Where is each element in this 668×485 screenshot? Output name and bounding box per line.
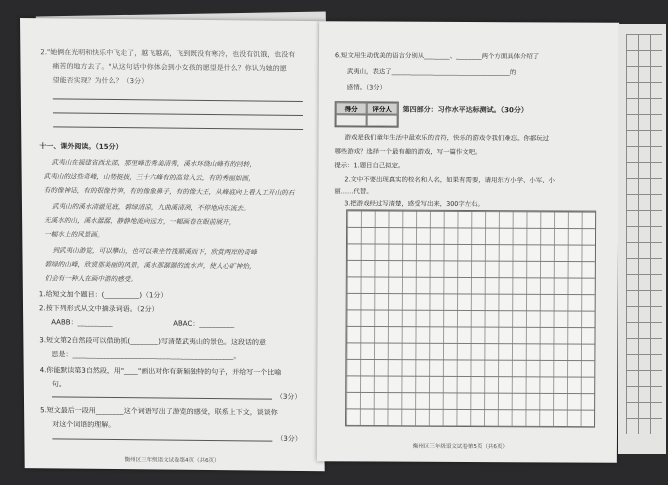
passage-line: 武夷山在福建省西北部，那里峰峦秀美清秀，溪水环绕山峰有的回转，: [51, 158, 256, 169]
next-page-grid: [626, 34, 662, 434]
question-5-score: （3分）: [276, 434, 302, 443]
grader-cell[interactable]: [367, 114, 398, 126]
question-6-line-1: 6.短文用生动优美的语言分别从________、________两个方面具体介绍了: [334, 51, 540, 61]
prompt-line-1: 游戏是我们童年生活中最欢乐的音符，快乐的游戏令我们难忘。你都玩过: [344, 133, 550, 143]
section-title: 十一、课外阅读。（15分）: [39, 142, 123, 152]
question-4-line-2: 句。: [51, 380, 66, 389]
tip-1: 提示：1.题目自己拟定。: [334, 161, 405, 170]
page-footer: 衡州区三年级语文试卷第4页（共6页）: [124, 457, 220, 465]
question-6-line-2: 武夷山，表达了_____________________________________的: [346, 67, 517, 77]
answer-line: [52, 396, 272, 399]
question-5-line-2: 对这个词语的理解。: [52, 420, 116, 430]
score-cell[interactable]: [336, 114, 367, 126]
passage-line: 武夷山的这些奇峰，山势挺拔，三十六峰有的高耸入云，有的秀丽如画，: [43, 172, 255, 183]
exam-page-5: [317, 21, 619, 463]
question-4-line-1: 4.你能默读第3自然段，用"____"画出对你有新颖独特的句子，并给写一个比喻: [39, 366, 282, 377]
answer-line: [53, 112, 303, 116]
prompt-line-2: 哪些游戏？选择一个最有趣的游戏，写一篇作文吧。: [334, 147, 482, 157]
passage-line: 武夷山的溪水清澈见底，碧绿清凉，九曲溪清冽，不停地向东流去。: [51, 202, 250, 213]
abac-blank: ABAC：__________: [173, 319, 235, 329]
tip-2-line-2: 丽……代替。: [334, 187, 373, 196]
answer-line: [53, 98, 303, 102]
answer-line: [52, 438, 272, 441]
question-5-line-1: 5.短文最后一段用________这个词语写出了游览的感受，联系上下文，谈谈你: [40, 406, 278, 417]
passage-line: 无溪水的山，溪水潺潺，静静地流向远方，一幅画卷在眼前展开，: [44, 216, 236, 227]
passage-line: 到武夷山游览，可以攀山，也可以乘坐竹筏顺溪而下，欣赏两岸的奇峰: [52, 246, 257, 257]
grader-header: 评分人: [367, 102, 398, 114]
passage-line: 们会有一种人在画中游的感受。: [44, 274, 138, 284]
question-3-line-1: 3.短文第2自然段可以借助抓(________)写清楚武夷山的景色。这段话的意: [39, 336, 266, 347]
passage-line: 有的像神话，有的很像竹笋，有的像象鼻子，有的像大王，从峰底向上看人工开山的石: [43, 186, 295, 197]
q2-line-1: 2."她俩在光明和快乐中飞走了，越飞越高，飞到既没有寒冷，也没有饥饿，也没有: [40, 48, 296, 59]
score-box: [335, 101, 399, 127]
question-2: 2.按下列形式从文中摘录词语。（2分）: [38, 304, 159, 314]
q2-line-2: 痛苦的地方去了。"从这句话中你体会到小女孩的愿望是什么？你认为她的愿: [52, 62, 287, 73]
exam-page-4: [20, 18, 325, 471]
question-4-score: （3分）: [275, 392, 302, 401]
part4-title: 第四部分：习作水平达标测试。（30分）: [402, 105, 528, 115]
answer-line: [53, 126, 303, 130]
question-6-line-3: 感情。（3分）: [346, 83, 387, 92]
question-1: 1.给短文加个题目：(__________)（1分）: [38, 290, 168, 300]
aabb-blank: AABB：__________: [51, 318, 113, 327]
q2-line-3: 望能否实现？为什么？（3分）: [52, 76, 149, 86]
composition-grid[interactable]: [345, 209, 596, 427]
next-page-edge: [618, 24, 666, 454]
score-header: 得分: [336, 102, 367, 114]
tip-3: 3.把游戏经过写清楚，感受写出来，300字左右。: [344, 199, 484, 209]
question-3-line-2: 思是：______________________________________________。: [51, 350, 241, 361]
tip-2-line-1: 2.文中不要出现真实的校名和人名，如果有需要，请用东方小学、小军、小: [344, 175, 555, 185]
passage-line: 一幅水上的风景画。: [44, 230, 104, 239]
page-footer: 衡州区三年级语文试卷第5页（共6页）: [412, 443, 508, 451]
passage-line: 碧绿的山峰，欣赏那美丽的风景，溪水那潺潺的流水声，使人心旷神怡，: [44, 260, 256, 271]
